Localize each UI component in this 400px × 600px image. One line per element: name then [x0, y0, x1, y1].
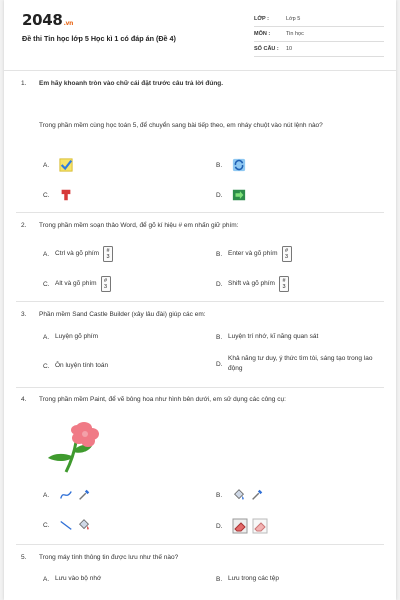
- header-divider: [4, 70, 396, 71]
- option-label: D.: [216, 360, 223, 368]
- logo-text: 2048: [22, 11, 63, 29]
- site-logo[interactable]: [22, 11, 73, 29]
- option-4a[interactable]: [43, 488, 91, 502]
- question-text: Trong phần mềm Paint, để vẽ bông hoa như hình bên dưới, em sử dụng các công cụ:: [39, 396, 286, 403]
- option-label: A.: [43, 250, 50, 258]
- option-5a[interactable]: [43, 574, 101, 584]
- refresh-icon: [232, 158, 246, 172]
- flower-image: [44, 414, 108, 474]
- option-label: C.: [43, 362, 50, 370]
- option-text: Lưu vào bộ nhớ: [55, 575, 102, 582]
- key-symbol: #: [104, 278, 108, 284]
- key-digit: 3: [282, 284, 286, 290]
- option-label: D.: [216, 280, 223, 288]
- option-label: A.: [43, 575, 50, 583]
- option-4c[interactable]: [43, 518, 91, 532]
- option-1a[interactable]: [43, 158, 73, 172]
- question-number: 1.: [21, 80, 27, 87]
- option-label: C.: [43, 521, 50, 529]
- question-text: Phần mềm Sand Castle Builder (xây lâu đài) giúp các em:: [39, 311, 206, 318]
- option-text: Ctrl và gõ phím: [55, 250, 100, 257]
- key-digit: 3: [284, 254, 289, 260]
- option-text: Shift và gõ phím: [228, 280, 275, 287]
- meta-key: SỐ CÂU :: [254, 46, 279, 52]
- option-1d[interactable]: [216, 188, 246, 202]
- option-2b[interactable]: [216, 246, 292, 262]
- option-2c[interactable]: [43, 276, 111, 292]
- logo-suffix: .vn: [63, 20, 74, 27]
- meta-key: LỚP :: [254, 16, 269, 22]
- option-label: B.: [216, 333, 223, 341]
- separator: [16, 301, 384, 302]
- key-3-icon: [101, 276, 111, 292]
- meta-key: MÔN :: [254, 31, 271, 37]
- meta-row-class: [254, 12, 384, 27]
- option-text: Luyện trí nhớ, kĩ năng quan sát: [228, 333, 319, 340]
- color-picker-icon: [250, 488, 264, 502]
- key-digit: 3: [106, 254, 110, 260]
- option-2d[interactable]: [216, 276, 289, 292]
- meta-row-subject: [254, 27, 384, 42]
- option-text: Enter và gõ phím: [228, 250, 278, 257]
- question-number: 4.: [21, 396, 27, 403]
- option-label: B.: [216, 491, 223, 499]
- key-3-icon: [279, 276, 289, 292]
- option-3a[interactable]: [43, 332, 98, 342]
- option-3b[interactable]: [216, 332, 318, 342]
- question-text: Trong máy tính thông tin được lưu như thế nào?: [39, 554, 179, 561]
- meta-row-count: [254, 42, 384, 57]
- key-symbol: #: [284, 248, 289, 254]
- option-1c[interactable]: [43, 188, 73, 202]
- option-2a[interactable]: [43, 246, 113, 262]
- question-text: Em hãy khoanh tròn vào chữ cái đặt trước câu trả lời đúng.: [39, 80, 224, 87]
- document-header: [4, 0, 396, 70]
- key-symbol: #: [282, 278, 286, 284]
- option-label: B.: [216, 575, 223, 583]
- question-text: Trong phần mềm soạn thảo Word, để gõ kí hiệu # em nhấn giữ phím:: [39, 222, 239, 229]
- fill-bucket-icon: [232, 488, 246, 502]
- option-5b[interactable]: [216, 574, 279, 584]
- question-number: 2.: [21, 222, 27, 229]
- key-3-icon: [282, 246, 292, 262]
- option-label: A.: [43, 333, 50, 341]
- meta-value: 10: [286, 46, 293, 52]
- option-label: A.: [43, 491, 50, 499]
- key-3-icon: [103, 246, 113, 262]
- option-label: C.: [43, 280, 50, 288]
- curve-icon: [59, 488, 73, 502]
- eraser-icon: [232, 518, 248, 534]
- key-digit: 3: [104, 284, 108, 290]
- option-label: B.: [216, 250, 223, 258]
- line-icon: [59, 518, 73, 532]
- key-symbol: #: [106, 248, 110, 254]
- eraser-icon: [252, 518, 268, 534]
- separator: [16, 387, 384, 388]
- document-title: Đề thi Tin học lớp 5 Học kì 1 có đáp án (Đề 4): [22, 34, 176, 43]
- separator: [16, 544, 384, 545]
- option-text: Khả năng tư duy, ý thức tìm tòi, sáng tạo trong lao động: [228, 355, 373, 372]
- option-text: Lưu trong các tệp: [228, 575, 279, 582]
- option-1b[interactable]: [216, 158, 246, 172]
- option-3d[interactable]: [216, 354, 376, 374]
- next-arrow-icon: [232, 188, 246, 202]
- option-4b[interactable]: [216, 488, 264, 502]
- stamp-icon: [59, 188, 73, 202]
- option-label: B.: [216, 161, 223, 169]
- option-text: Alt và gõ phím: [55, 280, 97, 287]
- option-3c[interactable]: [43, 361, 108, 371]
- meta-value: Lớp 5: [286, 16, 301, 22]
- document-page: [4, 0, 396, 600]
- option-label: C.: [43, 191, 50, 199]
- meta-table: [254, 12, 384, 57]
- option-text: Ôn luyện tính toán: [55, 362, 109, 369]
- option-label: D.: [216, 522, 223, 530]
- check-icon: [59, 158, 73, 172]
- option-text: Luyện gõ phím: [55, 333, 99, 340]
- separator: [16, 212, 384, 213]
- option-4d[interactable]: [216, 518, 268, 534]
- question-number: 5.: [21, 554, 27, 561]
- question-number: 3.: [21, 311, 27, 318]
- option-label: A.: [43, 161, 50, 169]
- option-label: D.: [216, 191, 223, 199]
- fill-bucket-icon: [77, 518, 91, 532]
- meta-value: Tin học: [286, 31, 304, 37]
- question-text: Trong phần mềm cùng học toán 5, để chuyển sang bài tiếp theo, em nháy chuột vào nút lệnh nào?: [39, 122, 323, 129]
- color-picker-icon: [77, 488, 91, 502]
